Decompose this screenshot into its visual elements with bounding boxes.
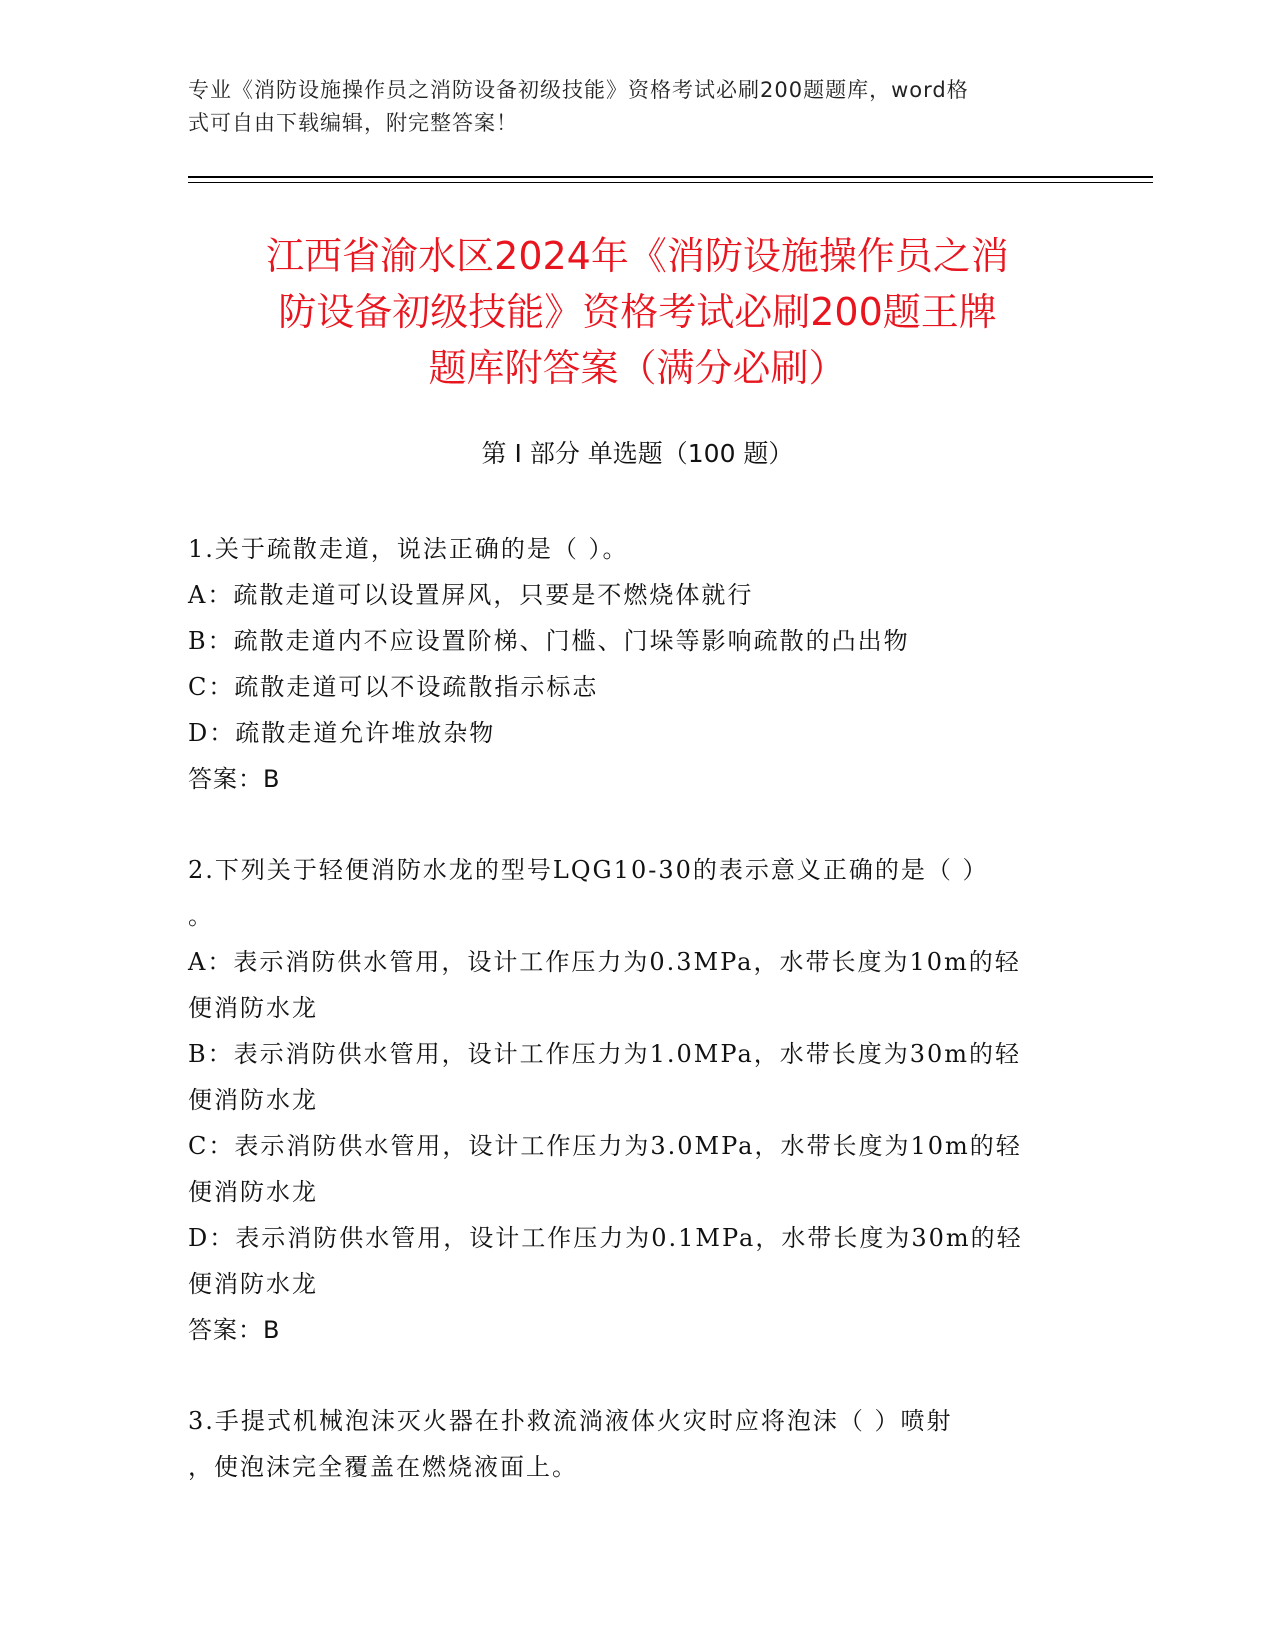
header-divider-thin <box>188 182 1153 183</box>
option-d-continued: 便消防水龙 <box>188 1270 318 1298</box>
document-title-line-2: 防设备初级技能》资格考试必刷200题王牌 <box>278 290 997 334</box>
question-3 <box>188 1398 1078 1490</box>
option-d: D：疏散走道允许堆放杂物 <box>188 719 496 747</box>
option-c: C：表示消防供水管用，设计工作压力为3.0MPa，水带长度为10m的轻 <box>188 1132 1022 1160</box>
header-note-line-2: 式可自由下载编辑，附完整答案！ <box>188 111 518 135</box>
question-stem-continued: 。 <box>188 902 214 930</box>
header-divider-thick <box>188 176 1153 178</box>
question-stem-continued: ，使泡沫完全覆盖在燃烧液面上。 <box>188 1453 578 1481</box>
answer: 答案：B <box>188 1316 281 1344</box>
question-list <box>188 526 1078 1490</box>
answer: 答案：B <box>188 765 281 793</box>
question-stem: 3.手提式机械泡沫灭火器在扑救流淌液体火灾时应将泡沫（ ）喷射 <box>188 1407 953 1435</box>
option-b: B：疏散走道内不应设置阶梯、门槛、门垛等影响疏散的凸出物 <box>188 627 910 655</box>
option-a-continued: 便消防水龙 <box>188 994 318 1022</box>
document-title-line-1: 江西省渝水区2024年《消防设施操作员之消 <box>266 234 1009 278</box>
option-a: A：疏散走道可以设置屏风，只要是不燃烧体就行 <box>188 581 754 609</box>
option-b-continued: 便消防水龙 <box>188 1086 318 1114</box>
question-stem: 1.关于疏散走道，说法正确的是（ ）。 <box>188 535 629 563</box>
question-2 <box>188 847 1078 1353</box>
header-note-line-1: 专业《消防设施操作员之消防设备初级技能》资格考试必刷200题题库，word格 <box>188 78 969 102</box>
option-b: B：表示消防供水管用，设计工作压力为1.0MPa，水带长度为30m的轻 <box>188 1040 1022 1068</box>
document-title <box>150 228 1125 396</box>
option-a: A：表示消防供水管用，设计工作压力为0.3MPa，水带长度为10m的轻 <box>188 948 1021 976</box>
document-title-line-3: 题库附答案（满分必刷） <box>428 346 847 390</box>
header-note <box>188 74 1078 140</box>
option-c: C：疏散走道可以不设疏散指示标志 <box>188 673 599 701</box>
option-c-continued: 便消防水龙 <box>188 1178 318 1206</box>
section-title: 第 I 部分 单选题（100 题） <box>481 439 794 468</box>
option-d: D：表示消防供水管用，设计工作压力为0.1MPa，水带长度为30m的轻 <box>188 1224 1023 1252</box>
question-1 <box>188 526 1078 802</box>
question-stem: 2.下列关于轻便消防水龙的型号LQG10-30的表示意义正确的是（ ） <box>188 856 989 884</box>
